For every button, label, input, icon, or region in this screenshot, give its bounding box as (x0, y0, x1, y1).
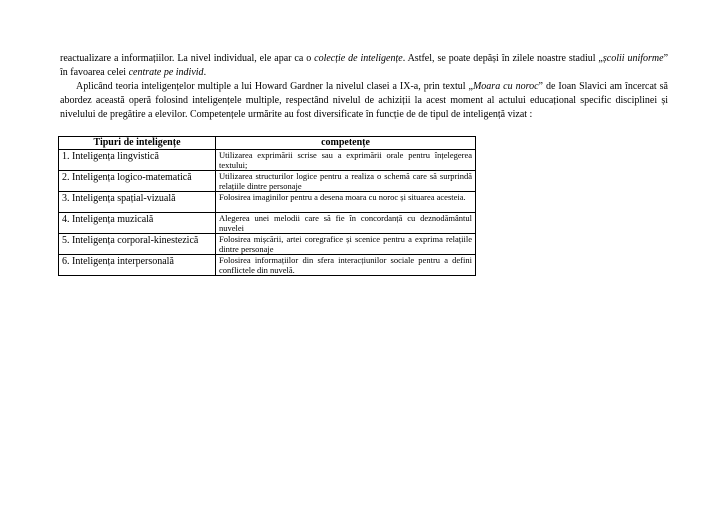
competence-cell: Folosirea informațiilor din sfera interacțiunilor sociale pentru a defini conflictele din nuvelă. (216, 255, 476, 276)
header-intelligence-types: Tipuri de inteligențe (59, 137, 216, 150)
competence-cell: Folosirea imaginilor pentru a desena moara cu noroc și situarea acesteia. (216, 192, 476, 213)
header-competences: competențe (216, 137, 476, 150)
paragraph-2 (60, 80, 668, 122)
paragraph-2-emphasis-a: Moara cu noroc (472, 81, 539, 92)
table-header-row (59, 137, 476, 150)
competence-cell: Folosirea mișcării, artei coregrafice și scenice pentru a exprima relațiile dintre personaje (216, 234, 476, 255)
intelligence-type-cell: 3. Inteligența spațial-vizuală (59, 192, 216, 213)
competence-cell: Utilizarea exprimării scrise sau a exprimării orale pentru înțelegerea textului; (216, 150, 476, 171)
table-row (59, 192, 476, 213)
paragraph-1-text-b: . Astfel, se poate depăși în zilele noastre stadiul „ (402, 53, 603, 64)
intelligence-type-cell: 1. Inteligența lingvistică (59, 150, 216, 171)
intelligence-type-cell: 5. Inteligența corporal-kinestezică (59, 234, 216, 255)
table-row (59, 150, 476, 171)
paragraph-2-text-b: ” de Ioan Slavici am încercat să abordez această operă folosind inteligențele multiple, respectând nivelul de achiziții la acest moment al actului educațional specific disciplinei și nivelului de pregătire a elevilor. Competențele urmărite au fost diversificate în funcție de de tipul de inteligență vizat : (60, 81, 668, 120)
table-row (59, 255, 476, 276)
intelligence-type-cell: 4. Inteligența muzicală (59, 213, 216, 234)
competence-cell: Utilizarea structurilor logice pentru a realiza o schemă care să surprindă relațiile dintre personaje (216, 171, 476, 192)
table-row (59, 213, 476, 234)
competence-cell: Alegerea unei melodii care să fie în concordanță cu deznodământul nuvelei (216, 213, 476, 234)
paragraph-1-text-c: ” în favoarea celei (60, 53, 669, 78)
paragraph-1-text-d: . (203, 67, 207, 78)
intelligence-type-cell: 6. Inteligența interpersonală (59, 255, 216, 276)
intelligence-type-cell: 2. Inteligența logico-matematică (59, 171, 216, 192)
paragraph-1-emphasis-a: colecție de inteligențe (314, 53, 403, 64)
paragraph-1-text-a: reactualizare a informațiilor. La nivel individual, ele apar ca o (60, 53, 315, 64)
paragraph-1-emphasis-b: școlii uniforme (602, 53, 664, 64)
paragraph-2-text-a: Aplicând teoria inteligențelor multiple a lui Howard Gardner la nivelul clasei a IX-a, prin textul „ (76, 81, 473, 92)
table-row (59, 234, 476, 255)
paragraph-1-emphasis-c: centrate pe individ (128, 67, 204, 78)
intelligences-table (58, 136, 476, 276)
table-row (59, 171, 476, 192)
paragraph-1 (60, 52, 668, 80)
